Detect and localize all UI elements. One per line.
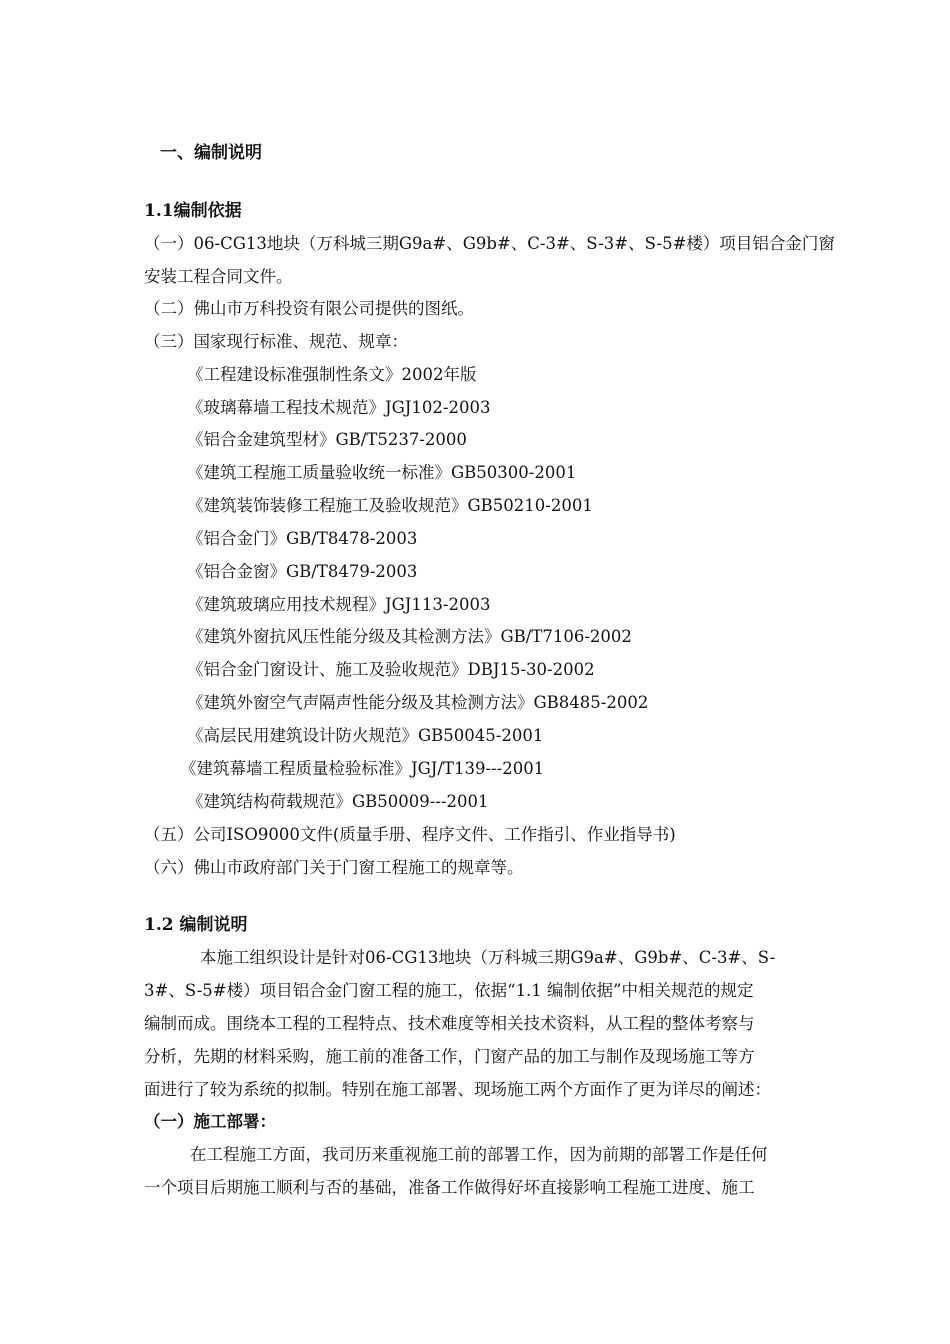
basis-item-3: （三）国家现行标准、规范、规章：: [144, 332, 408, 351]
explanation-paragraph-line: 面进行了较为系统的拟制。特别在施工部署、现场施工两个方面作了更为详尽的阐述：: [144, 1080, 771, 1099]
standard-item: 《建筑幕墙工程质量检验标准》JGJ/T139---2001: [180, 759, 545, 778]
basis-item-6: （六）佛山市政府部门关于门窗工程施工的规章等。: [144, 858, 524, 877]
basis-item-5: （五）公司ISO9000文件(质量手册、程序文件、工作指引、作业指导书): [144, 825, 676, 844]
standard-item: 《铝合金门窗设计、施工及验收规范》DBJ15-30-2002: [187, 660, 595, 679]
standard-item: 《铝合金门》GB/T8478-2003: [187, 529, 418, 548]
standard-item: 《玻璃幕墙工程技术规范》JGJ102-2003: [187, 398, 491, 417]
basis-item-2: （二）佛山市万科投资有限公司提供的图纸。: [144, 299, 474, 318]
deployment-paragraph-line: 一个项目后期施工顺利与否的基础，准备工作做得好坏直接影响工程施工进度、施工: [144, 1178, 755, 1197]
deployment-paragraph-line: 在工程施工方面，我司历来重视施工前的部署工作，因为前期的部署工作是任何: [190, 1145, 768, 1164]
standard-item: 《高层民用建筑设计防火规范》GB50045-2001: [187, 726, 544, 745]
deployment-subheading: （一）施工部署：: [144, 1112, 276, 1131]
basis-item-1-line-1: （一）06-CG13地块（万科城三期G9a#、G9b#、C-3#、S-3#、S-5#楼）项目铝合金门窗: [144, 234, 835, 253]
explanation-paragraph-line: 本施工组织设计是针对06-CG13地块（万科城三期G9a#、G9b#、C-3#、S-: [200, 948, 776, 967]
standard-item: 《工程建设标准强制性条文》2002年版: [187, 365, 477, 384]
explanation-heading: 1.2 编制说明: [144, 915, 248, 935]
basis-item-1-line-2: 安装工程合同文件。: [144, 267, 293, 286]
standard-item: 《建筑工程施工质量验收统一标准》GB50300-2001: [187, 463, 577, 482]
standard-item: 《建筑外窗空气声隔声性能分级及其检测方法》GB8485-2002: [187, 693, 649, 712]
standard-item: 《建筑结构荷载规范》GB50009---2001: [187, 792, 489, 811]
standard-item: 《建筑玻璃应用技术规程》JGJ113-2003: [187, 595, 491, 614]
standard-item: 《建筑外窗抗风压性能分级及其检测方法》GB/T7106-2002: [187, 627, 632, 646]
explanation-paragraph-line: 分析，先期的材料采购，施工前的准备工作，门窗产品的加工与制作及现场施工等方: [144, 1047, 755, 1066]
explanation-paragraph-line: 编制而成。围绕本工程的工程特点、技术难度等相关技术资料，从工程的整体考察与: [144, 1014, 755, 1033]
standard-item: 《建筑装饰装修工程施工及验收规范》GB50210-2001: [187, 496, 593, 515]
basis-heading: 1.1编制依据: [144, 201, 242, 221]
standard-item: 《铝合金窗》GB/T8479-2003: [187, 562, 418, 581]
explanation-paragraph-line: 3#、S-5#楼）项目铝合金门窗工程的施工，依据“1.1 编制依据”中相关规范的规定: [144, 981, 754, 1000]
section-title: 一、编制说明: [160, 143, 262, 163]
standard-item: 《铝合金建筑型材》GB/T5237-2000: [187, 430, 467, 449]
